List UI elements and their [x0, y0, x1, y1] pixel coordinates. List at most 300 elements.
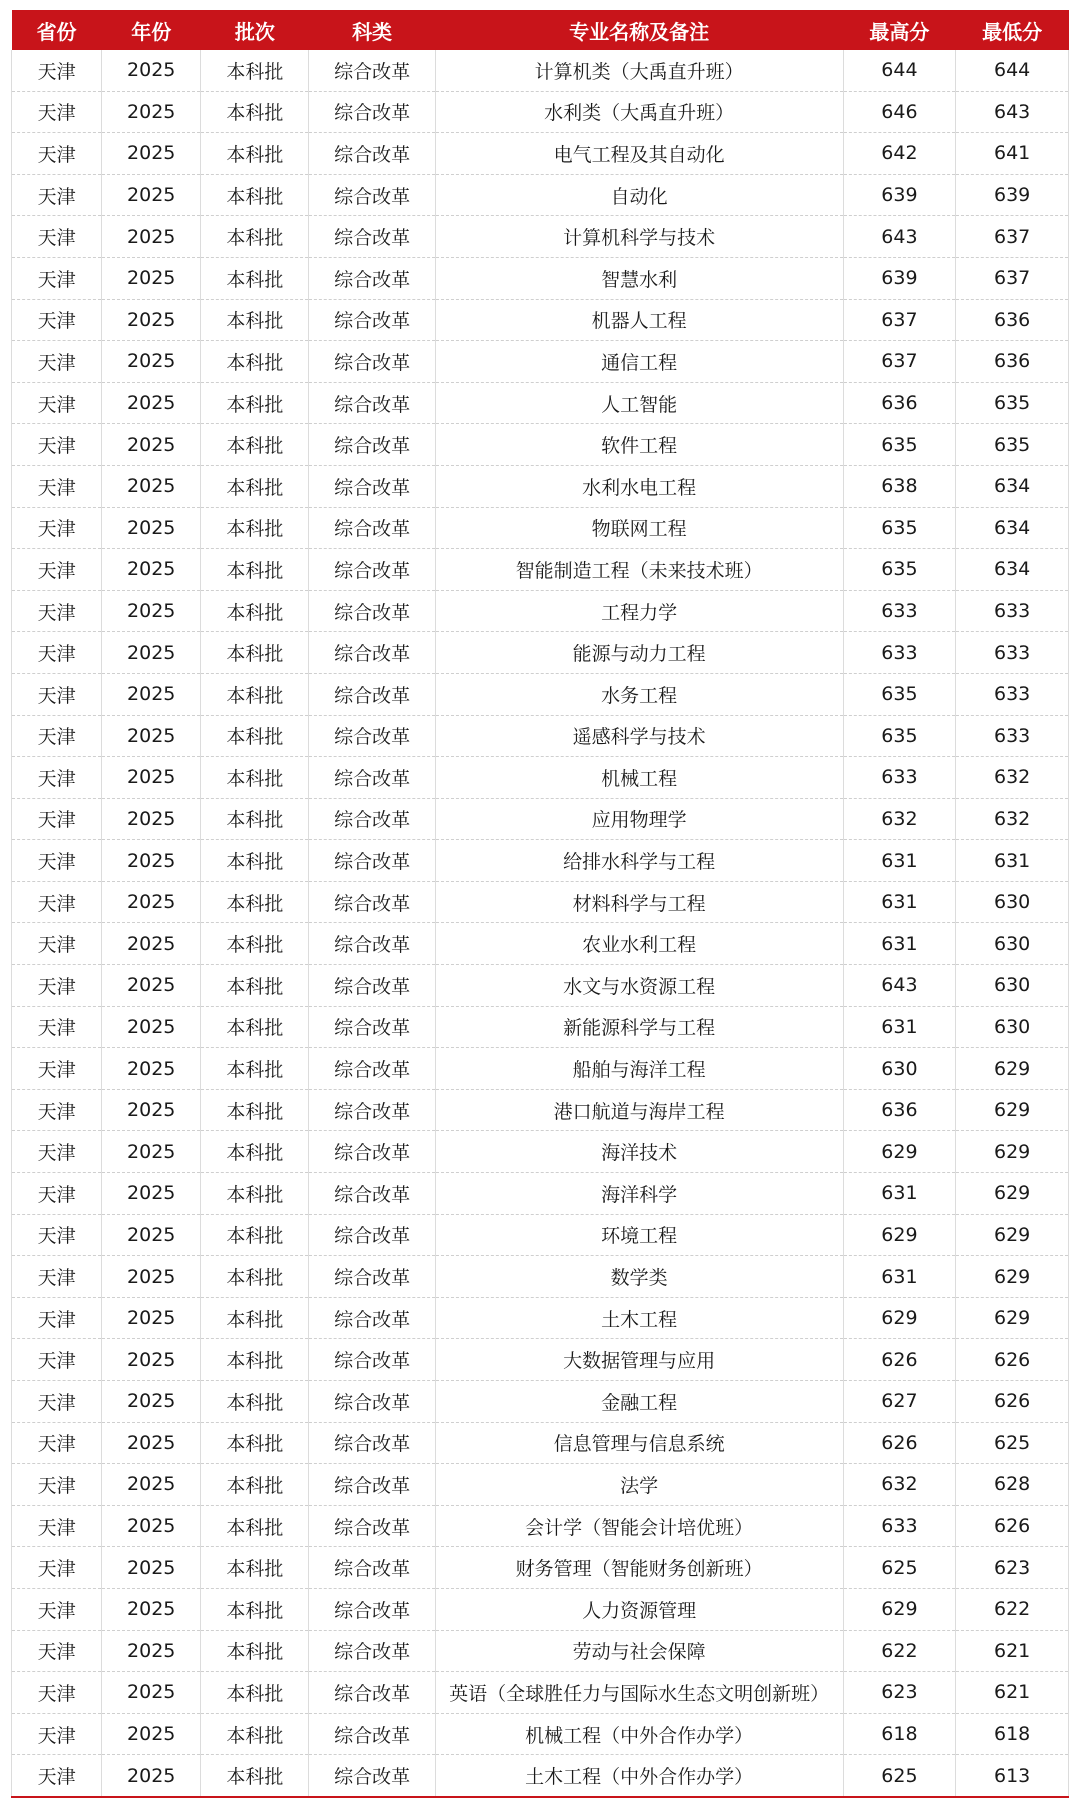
cell-year: 2025 — [102, 632, 201, 674]
cell-batch: 本科批 — [201, 382, 309, 424]
cell-province: 天津 — [12, 1006, 102, 1048]
cell-max-score: 625 — [843, 1755, 956, 1797]
table-row — [12, 632, 1069, 674]
cell-year: 2025 — [102, 923, 201, 965]
cell-subject-type: 综合改革 — [309, 632, 435, 674]
admission-score-table — [11, 10, 1069, 1798]
cell-province: 天津 — [12, 50, 102, 91]
cell-major-name: 船舶与海洋工程 — [435, 1048, 843, 1090]
cell-batch: 本科批 — [201, 1547, 309, 1589]
cell-max-score: 629 — [843, 1214, 956, 1256]
cell-year: 2025 — [102, 507, 201, 549]
header-batch: 批次 — [201, 10, 309, 50]
cell-batch: 本科批 — [201, 673, 309, 715]
cell-subject-type: 综合改革 — [309, 1672, 435, 1714]
cell-province: 天津 — [12, 507, 102, 549]
cell-min-score: 628 — [956, 1464, 1069, 1506]
cell-year: 2025 — [102, 465, 201, 507]
cell-max-score: 644 — [843, 50, 956, 91]
cell-major-name: 自动化 — [435, 174, 843, 216]
table-row — [12, 1464, 1069, 1506]
cell-year: 2025 — [102, 341, 201, 383]
cell-province: 天津 — [12, 798, 102, 840]
cell-year: 2025 — [102, 549, 201, 591]
table-row — [12, 174, 1069, 216]
table-row — [12, 757, 1069, 799]
cell-province: 天津 — [12, 1755, 102, 1797]
table-row — [12, 1547, 1069, 1589]
cell-min-score: 629 — [956, 1089, 1069, 1131]
cell-province: 天津 — [12, 757, 102, 799]
cell-year: 2025 — [102, 840, 201, 882]
table-row — [12, 673, 1069, 715]
cell-min-score: 629 — [956, 1048, 1069, 1090]
table-row — [12, 1422, 1069, 1464]
header-major-name: 专业名称及备注 — [435, 10, 843, 50]
cell-subject-type: 综合改革 — [309, 507, 435, 549]
cell-batch: 本科批 — [201, 1297, 309, 1339]
cell-province: 天津 — [12, 424, 102, 466]
cell-max-score: 625 — [843, 1547, 956, 1589]
table-row — [12, 1755, 1069, 1797]
cell-batch: 本科批 — [201, 1588, 309, 1630]
header-subject-type: 科类 — [309, 10, 435, 50]
table-row — [12, 465, 1069, 507]
cell-year: 2025 — [102, 1422, 201, 1464]
cell-max-score: 636 — [843, 1089, 956, 1131]
cell-major-name: 遥感科学与技术 — [435, 715, 843, 757]
cell-max-score: 629 — [843, 1297, 956, 1339]
cell-min-score: 632 — [956, 798, 1069, 840]
cell-major-name: 能源与动力工程 — [435, 632, 843, 674]
cell-subject-type: 综合改革 — [309, 1464, 435, 1506]
cell-min-score: 626 — [956, 1339, 1069, 1381]
cell-batch: 本科批 — [201, 257, 309, 299]
cell-year: 2025 — [102, 216, 201, 258]
table-row — [12, 424, 1069, 466]
table-row — [12, 1214, 1069, 1256]
cell-batch: 本科批 — [201, 1214, 309, 1256]
cell-subject-type: 综合改革 — [309, 1297, 435, 1339]
cell-year: 2025 — [102, 424, 201, 466]
cell-province: 天津 — [12, 1505, 102, 1547]
cell-max-score: 631 — [843, 1006, 956, 1048]
cell-year: 2025 — [102, 133, 201, 175]
cell-province: 天津 — [12, 1713, 102, 1755]
cell-subject-type: 综合改革 — [309, 798, 435, 840]
cell-province: 天津 — [12, 1256, 102, 1298]
cell-max-score: 631 — [843, 840, 956, 882]
cell-min-score: 635 — [956, 382, 1069, 424]
cell-subject-type: 综合改革 — [309, 1048, 435, 1090]
cell-major-name: 计算机科学与技术 — [435, 216, 843, 258]
cell-major-name: 通信工程 — [435, 341, 843, 383]
cell-major-name: 土木工程 — [435, 1297, 843, 1339]
cell-min-score: 622 — [956, 1588, 1069, 1630]
cell-province: 天津 — [12, 715, 102, 757]
cell-province: 天津 — [12, 1588, 102, 1630]
table-row — [12, 1588, 1069, 1630]
cell-subject-type: 综合改革 — [309, 549, 435, 591]
cell-max-score: 643 — [843, 216, 956, 258]
cell-subject-type: 综合改革 — [309, 673, 435, 715]
cell-min-score: 630 — [956, 1006, 1069, 1048]
cell-year: 2025 — [102, 798, 201, 840]
cell-year: 2025 — [102, 1006, 201, 1048]
cell-year: 2025 — [102, 1048, 201, 1090]
header-year: 年份 — [102, 10, 201, 50]
cell-min-score: 625 — [956, 1422, 1069, 1464]
cell-province: 天津 — [12, 632, 102, 674]
cell-year: 2025 — [102, 1672, 201, 1714]
header-max-score: 最高分 — [843, 10, 956, 50]
cell-min-score: 626 — [956, 1381, 1069, 1423]
cell-subject-type: 综合改革 — [309, 965, 435, 1007]
cell-major-name: 法学 — [435, 1464, 843, 1506]
cell-max-score: 642 — [843, 133, 956, 175]
cell-subject-type: 综合改革 — [309, 382, 435, 424]
cell-max-score: 622 — [843, 1630, 956, 1672]
cell-max-score: 639 — [843, 174, 956, 216]
cell-batch: 本科批 — [201, 1256, 309, 1298]
table-row — [12, 1048, 1069, 1090]
cell-major-name: 水利水电工程 — [435, 465, 843, 507]
cell-subject-type: 综合改革 — [309, 1173, 435, 1215]
cell-min-score: 637 — [956, 216, 1069, 258]
cell-min-score: 633 — [956, 632, 1069, 674]
cell-major-name: 给排水科学与工程 — [435, 840, 843, 882]
cell-max-score: 629 — [843, 1588, 956, 1630]
cell-batch: 本科批 — [201, 1713, 309, 1755]
cell-major-name: 物联网工程 — [435, 507, 843, 549]
table-row — [12, 507, 1069, 549]
cell-batch: 本科批 — [201, 798, 309, 840]
cell-major-name: 大数据管理与应用 — [435, 1339, 843, 1381]
cell-year: 2025 — [102, 174, 201, 216]
cell-year: 2025 — [102, 1505, 201, 1547]
cell-batch: 本科批 — [201, 965, 309, 1007]
cell-year: 2025 — [102, 91, 201, 133]
cell-batch: 本科批 — [201, 590, 309, 632]
cell-batch: 本科批 — [201, 632, 309, 674]
cell-batch: 本科批 — [201, 1755, 309, 1797]
cell-year: 2025 — [102, 299, 201, 341]
header-row — [12, 10, 1069, 50]
cell-province: 天津 — [12, 216, 102, 258]
cell-max-score: 635 — [843, 507, 956, 549]
cell-max-score: 632 — [843, 798, 956, 840]
cell-province: 天津 — [12, 1381, 102, 1423]
cell-max-score: 643 — [843, 965, 956, 1007]
cell-province: 天津 — [12, 174, 102, 216]
cell-min-score: 621 — [956, 1630, 1069, 1672]
table-row — [12, 1173, 1069, 1215]
cell-min-score: 630 — [956, 881, 1069, 923]
cell-batch: 本科批 — [201, 1630, 309, 1672]
cell-major-name: 人工智能 — [435, 382, 843, 424]
cell-min-score: 635 — [956, 424, 1069, 466]
cell-min-score: 630 — [956, 965, 1069, 1007]
cell-max-score: 631 — [843, 881, 956, 923]
cell-subject-type: 综合改革 — [309, 133, 435, 175]
cell-max-score: 632 — [843, 1464, 956, 1506]
cell-subject-type: 综合改革 — [309, 1422, 435, 1464]
cell-batch: 本科批 — [201, 1505, 309, 1547]
cell-province: 天津 — [12, 1173, 102, 1215]
table-row — [12, 257, 1069, 299]
cell-major-name: 新能源科学与工程 — [435, 1006, 843, 1048]
cell-batch: 本科批 — [201, 1006, 309, 1048]
cell-min-score: 636 — [956, 341, 1069, 383]
cell-subject-type: 综合改革 — [309, 1630, 435, 1672]
cell-province: 天津 — [12, 257, 102, 299]
table-row — [12, 549, 1069, 591]
table-header — [12, 10, 1069, 50]
cell-min-score: 630 — [956, 923, 1069, 965]
cell-subject-type: 综合改革 — [309, 1339, 435, 1381]
cell-subject-type: 综合改革 — [309, 1256, 435, 1298]
cell-province: 天津 — [12, 923, 102, 965]
cell-subject-type: 综合改革 — [309, 91, 435, 133]
table-row — [12, 1339, 1069, 1381]
cell-major-name: 软件工程 — [435, 424, 843, 466]
cell-min-score: 632 — [956, 757, 1069, 799]
cell-subject-type: 综合改革 — [309, 1547, 435, 1589]
cell-major-name: 海洋科学 — [435, 1173, 843, 1215]
cell-major-name: 港口航道与海岸工程 — [435, 1089, 843, 1131]
table-row — [12, 965, 1069, 1007]
table-row — [12, 91, 1069, 133]
cell-min-score: 613 — [956, 1755, 1069, 1797]
cell-batch: 本科批 — [201, 50, 309, 91]
cell-province: 天津 — [12, 299, 102, 341]
cell-max-score: 637 — [843, 299, 956, 341]
cell-province: 天津 — [12, 382, 102, 424]
cell-max-score: 618 — [843, 1713, 956, 1755]
cell-subject-type: 综合改革 — [309, 1588, 435, 1630]
cell-subject-type: 综合改革 — [309, 1214, 435, 1256]
table-row — [12, 1006, 1069, 1048]
cell-year: 2025 — [102, 757, 201, 799]
table-row — [12, 840, 1069, 882]
cell-max-score: 629 — [843, 1131, 956, 1173]
cell-subject-type: 综合改革 — [309, 1089, 435, 1131]
cell-min-score: 629 — [956, 1131, 1069, 1173]
cell-year: 2025 — [102, 1089, 201, 1131]
cell-min-score: 634 — [956, 549, 1069, 591]
cell-province: 天津 — [12, 1464, 102, 1506]
cell-major-name: 人力资源管理 — [435, 1588, 843, 1630]
cell-year: 2025 — [102, 382, 201, 424]
cell-max-score: 638 — [843, 465, 956, 507]
cell-major-name: 会计学（智能会计培优班） — [435, 1505, 843, 1547]
cell-subject-type: 综合改革 — [309, 424, 435, 466]
cell-min-score: 631 — [956, 840, 1069, 882]
cell-province: 天津 — [12, 1048, 102, 1090]
cell-province: 天津 — [12, 590, 102, 632]
cell-batch: 本科批 — [201, 757, 309, 799]
cell-max-score: 635 — [843, 549, 956, 591]
cell-subject-type: 综合改革 — [309, 757, 435, 799]
cell-major-name: 电气工程及其自动化 — [435, 133, 843, 175]
cell-major-name: 智能制造工程（未来技术班） — [435, 549, 843, 591]
cell-subject-type: 综合改革 — [309, 341, 435, 383]
cell-max-score: 635 — [843, 673, 956, 715]
cell-max-score: 626 — [843, 1422, 956, 1464]
cell-province: 天津 — [12, 91, 102, 133]
cell-major-name: 财务管理（智能财务创新班） — [435, 1547, 843, 1589]
cell-major-name: 土木工程（中外合作办学） — [435, 1755, 843, 1797]
cell-year: 2025 — [102, 1755, 201, 1797]
cell-batch: 本科批 — [201, 881, 309, 923]
cell-major-name: 环境工程 — [435, 1214, 843, 1256]
cell-province: 天津 — [12, 673, 102, 715]
cell-major-name: 英语（全球胜任力与国际水生态文明创新班） — [435, 1672, 843, 1714]
cell-year: 2025 — [102, 1547, 201, 1589]
table-row — [12, 341, 1069, 383]
cell-min-score: 641 — [956, 133, 1069, 175]
table-row — [12, 1630, 1069, 1672]
cell-province: 天津 — [12, 1422, 102, 1464]
cell-min-score: 634 — [956, 507, 1069, 549]
cell-batch: 本科批 — [201, 424, 309, 466]
cell-province: 天津 — [12, 549, 102, 591]
cell-year: 2025 — [102, 1214, 201, 1256]
cell-year: 2025 — [102, 715, 201, 757]
cell-max-score: 623 — [843, 1672, 956, 1714]
cell-year: 2025 — [102, 1464, 201, 1506]
cell-year: 2025 — [102, 1173, 201, 1215]
cell-province: 天津 — [12, 1630, 102, 1672]
cell-year: 2025 — [102, 1256, 201, 1298]
cell-subject-type: 综合改革 — [309, 1381, 435, 1423]
table-row — [12, 1131, 1069, 1173]
cell-max-score: 635 — [843, 424, 956, 466]
cell-province: 天津 — [12, 1297, 102, 1339]
table-row — [12, 1713, 1069, 1755]
cell-min-score: 623 — [956, 1547, 1069, 1589]
cell-subject-type: 综合改革 — [309, 881, 435, 923]
cell-min-score: 633 — [956, 673, 1069, 715]
cell-batch: 本科批 — [201, 840, 309, 882]
cell-batch: 本科批 — [201, 1672, 309, 1714]
cell-min-score: 629 — [956, 1256, 1069, 1298]
cell-year: 2025 — [102, 257, 201, 299]
cell-max-score: 637 — [843, 341, 956, 383]
cell-subject-type: 综合改革 — [309, 1131, 435, 1173]
cell-batch: 本科批 — [201, 923, 309, 965]
table-row — [12, 798, 1069, 840]
cell-major-name: 机器人工程 — [435, 299, 843, 341]
table-row — [12, 216, 1069, 258]
cell-major-name: 计算机类（大禹直升班） — [435, 50, 843, 91]
cell-year: 2025 — [102, 590, 201, 632]
table-row — [12, 590, 1069, 632]
cell-subject-type: 综合改革 — [309, 590, 435, 632]
table-row — [12, 1505, 1069, 1547]
table-row — [12, 1297, 1069, 1339]
cell-major-name: 应用物理学 — [435, 798, 843, 840]
table-row — [12, 923, 1069, 965]
cell-max-score: 633 — [843, 757, 956, 799]
cell-batch: 本科批 — [201, 133, 309, 175]
table-row — [12, 881, 1069, 923]
table-row — [12, 1256, 1069, 1298]
cell-year: 2025 — [102, 673, 201, 715]
cell-subject-type: 综合改革 — [309, 257, 435, 299]
cell-major-name: 水利类（大禹直升班） — [435, 91, 843, 133]
cell-max-score: 635 — [843, 715, 956, 757]
table-row — [12, 50, 1069, 91]
cell-batch: 本科批 — [201, 341, 309, 383]
cell-batch: 本科批 — [201, 1173, 309, 1215]
cell-subject-type: 综合改革 — [309, 1006, 435, 1048]
cell-year: 2025 — [102, 1630, 201, 1672]
cell-major-name: 水文与水资源工程 — [435, 965, 843, 1007]
cell-max-score: 630 — [843, 1048, 956, 1090]
cell-max-score: 639 — [843, 257, 956, 299]
cell-min-score: 643 — [956, 91, 1069, 133]
cell-major-name: 水务工程 — [435, 673, 843, 715]
cell-year: 2025 — [102, 881, 201, 923]
cell-province: 天津 — [12, 341, 102, 383]
cell-batch: 本科批 — [201, 1464, 309, 1506]
cell-year: 2025 — [102, 965, 201, 1007]
cell-max-score: 626 — [843, 1339, 956, 1381]
cell-province: 天津 — [12, 1089, 102, 1131]
cell-province: 天津 — [12, 465, 102, 507]
table-row — [12, 715, 1069, 757]
cell-min-score: 634 — [956, 465, 1069, 507]
cell-batch: 本科批 — [201, 715, 309, 757]
cell-max-score: 633 — [843, 632, 956, 674]
cell-year: 2025 — [102, 1339, 201, 1381]
cell-max-score: 627 — [843, 1381, 956, 1423]
cell-province: 天津 — [12, 1214, 102, 1256]
cell-max-score: 631 — [843, 923, 956, 965]
table-row — [12, 1381, 1069, 1423]
cell-batch: 本科批 — [201, 549, 309, 591]
cell-min-score: 629 — [956, 1173, 1069, 1215]
cell-subject-type: 综合改革 — [309, 1505, 435, 1547]
header-province: 省份 — [12, 10, 102, 50]
cell-min-score: 639 — [956, 174, 1069, 216]
cell-max-score: 633 — [843, 1505, 956, 1547]
cell-min-score: 637 — [956, 257, 1069, 299]
cell-major-name: 海洋技术 — [435, 1131, 843, 1173]
table-row — [12, 1672, 1069, 1714]
cell-major-name: 智慧水利 — [435, 257, 843, 299]
cell-min-score: 636 — [956, 299, 1069, 341]
cell-subject-type: 综合改革 — [309, 840, 435, 882]
cell-batch: 本科批 — [201, 1048, 309, 1090]
cell-min-score: 618 — [956, 1713, 1069, 1755]
cell-max-score: 636 — [843, 382, 956, 424]
cell-major-name: 数学类 — [435, 1256, 843, 1298]
cell-year: 2025 — [102, 1588, 201, 1630]
cell-batch: 本科批 — [201, 216, 309, 258]
cell-batch: 本科批 — [201, 174, 309, 216]
cell-batch: 本科批 — [201, 1089, 309, 1131]
cell-subject-type: 综合改革 — [309, 174, 435, 216]
cell-year: 2025 — [102, 50, 201, 91]
cell-province: 天津 — [12, 1547, 102, 1589]
table-row — [12, 1089, 1069, 1131]
cell-subject-type: 综合改革 — [309, 216, 435, 258]
cell-subject-type: 综合改革 — [309, 1755, 435, 1797]
table-body — [12, 50, 1069, 1797]
cell-subject-type: 综合改革 — [309, 465, 435, 507]
